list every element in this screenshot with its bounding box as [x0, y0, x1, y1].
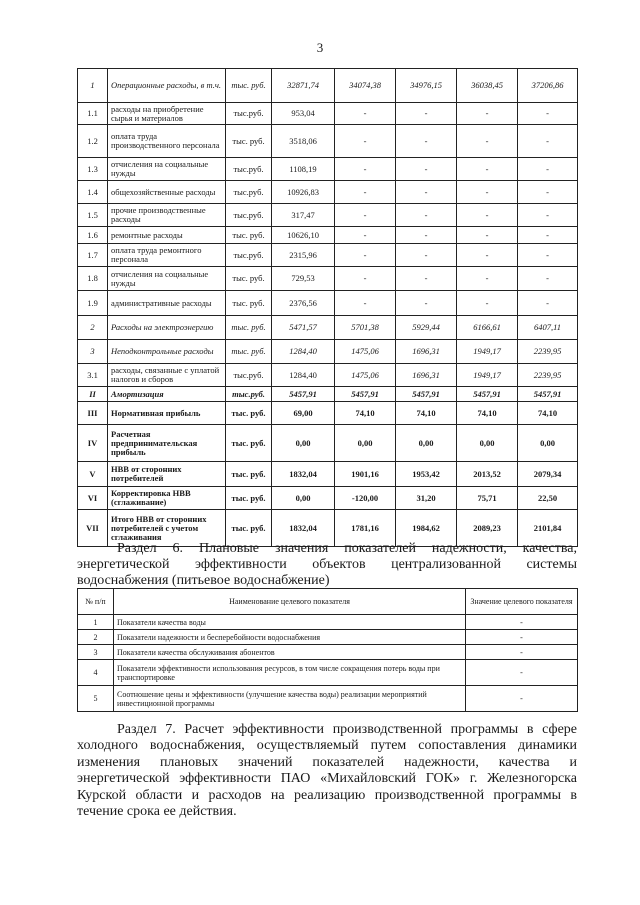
indicator-name: Показатели качества воды: [114, 615, 466, 630]
row-name: расходы на приобретение сырья и материалов: [108, 103, 226, 125]
value-4: 2013,52: [457, 462, 518, 487]
row-number: 1: [78, 69, 108, 103]
section-7-paragraph: [77, 722, 577, 820]
table-row: [78, 402, 578, 425]
table-row: [78, 125, 578, 158]
value-2: -: [335, 103, 396, 125]
row-number: III: [78, 402, 108, 425]
indicator-number: 1: [78, 615, 114, 630]
value-4: -: [457, 267, 518, 291]
indicator-value: -: [466, 645, 578, 660]
section-7-line: холодного водоснабжения, осуществляемый путем сопоставления динамики: [77, 738, 577, 754]
row-unit: тыс. руб.: [226, 510, 272, 547]
table-row: [78, 103, 578, 125]
value-4: 0,00: [457, 425, 518, 462]
row-name: Корректировка НВВ (сглаживание): [108, 487, 226, 510]
row-number: V: [78, 462, 108, 487]
value-4: -: [457, 204, 518, 227]
value-5: -: [518, 291, 578, 316]
value-1: 317,47: [272, 204, 335, 227]
row-unit: тыс.руб.: [226, 364, 272, 387]
value-3: -: [396, 244, 457, 267]
row-unit: тыс. руб.: [226, 291, 272, 316]
table-row: [78, 227, 578, 244]
value-1: 5457,91: [272, 387, 335, 402]
value-1: 0,00: [272, 425, 335, 462]
table-row: [78, 686, 578, 712]
row-number: VII: [78, 510, 108, 547]
row-number: 1.2: [78, 125, 108, 158]
row-name: оплата труда производственного персонала: [108, 125, 226, 158]
table-row: [78, 340, 578, 364]
row-unit: тыс.руб.: [226, 158, 272, 181]
table-row: [78, 487, 578, 510]
indicator-number: 2: [78, 630, 114, 645]
table-row: [78, 425, 578, 462]
indicator-name: Соотношение цены и эффективности (улучшение качества воды) реализации мероприятий инвестиционной программы: [114, 686, 466, 712]
value-2: 74,10: [335, 402, 396, 425]
page-number: 3: [316, 40, 324, 55]
row-name: отчисления на социальные нужды: [108, 267, 226, 291]
value-3: -: [396, 181, 457, 204]
value-1: 1108,19: [272, 158, 335, 181]
value-5: -: [518, 158, 578, 181]
row-unit: тыс. руб.: [226, 69, 272, 103]
value-4: -: [457, 158, 518, 181]
value-1: 5471,57: [272, 316, 335, 340]
value-1: 729,53: [272, 267, 335, 291]
table-row: [78, 462, 578, 487]
row-unit: тыс.руб.: [226, 204, 272, 227]
row-number: II: [78, 387, 108, 402]
value-5: -: [518, 244, 578, 267]
value-1: 1832,04: [272, 462, 335, 487]
row-number: 1.7: [78, 244, 108, 267]
indicator-number: 4: [78, 660, 114, 686]
row-unit: тыс. руб.: [226, 425, 272, 462]
row-name: ремонтные расходы: [108, 227, 226, 244]
indicator-name: Показатели надежности и бесперебойности водоснабжения: [114, 630, 466, 645]
value-3: 1984,62: [396, 510, 457, 547]
value-2: -: [335, 267, 396, 291]
section-7-line: изменения плановых значений показателей надежности, качества и: [77, 754, 577, 770]
value-3: -: [396, 125, 457, 158]
value-2: 1901,16: [335, 462, 396, 487]
value-1: 2376,56: [272, 291, 335, 316]
value-1: 10926,83: [272, 181, 335, 204]
section-7-line: Курской области и расходов на реализацию производственной программы в: [77, 787, 577, 803]
value-2: -: [335, 181, 396, 204]
value-4: 2089,23: [457, 510, 518, 547]
value-1: 0,00: [272, 487, 335, 510]
row-unit: тыс.руб.: [226, 181, 272, 204]
row-number: 1.5: [78, 204, 108, 227]
table-row: [78, 660, 578, 686]
row-name: Операционные расходы, в т.ч.: [108, 69, 226, 103]
row-unit: тыс. руб.: [226, 340, 272, 364]
table-row: [78, 69, 578, 103]
value-5: 37206,86: [518, 69, 578, 103]
row-unit: тыс. руб.: [226, 125, 272, 158]
value-5: -: [518, 204, 578, 227]
indicator-name: Показатели эффективности использования ресурсов, в том числе сокращения потерь воды при транспортировке: [114, 660, 466, 686]
value-2: -: [335, 204, 396, 227]
table-row: [78, 204, 578, 227]
value-5: 2079,34: [518, 462, 578, 487]
value-2: -120,00: [335, 487, 396, 510]
row-unit: тыс. руб.: [226, 402, 272, 425]
value-2: 34074,38: [335, 69, 396, 103]
row-name: расходы, связанные с уплатой налогов и сборов: [108, 364, 226, 387]
value-1: 69,00: [272, 402, 335, 425]
value-3: 1696,31: [396, 340, 457, 364]
expenses-table: [77, 68, 578, 547]
value-1: 1832,04: [272, 510, 335, 547]
value-5: -: [518, 181, 578, 204]
row-name: административные расходы: [108, 291, 226, 316]
value-3: 1953,42: [396, 462, 457, 487]
value-5: 5457,91: [518, 387, 578, 402]
value-4: 74,10: [457, 402, 518, 425]
row-unit: тыс.руб.: [226, 387, 272, 402]
section-7-line: энергетической эффективности ПАО «Михайловский ГОК» г. Железногорска: [77, 771, 577, 787]
indicator-value: -: [466, 660, 578, 686]
table-row: [78, 645, 578, 660]
indicator-value: -: [466, 615, 578, 630]
row-name: прочие производственные расходы: [108, 204, 226, 227]
row-number: VI: [78, 487, 108, 510]
value-3: 5929,44: [396, 316, 457, 340]
value-2: -: [335, 125, 396, 158]
value-5: -: [518, 125, 578, 158]
section-6-heading: [77, 541, 577, 589]
row-unit: тыс. руб.: [226, 267, 272, 291]
row-unit: тыс.руб.: [226, 244, 272, 267]
value-2: 0,00: [335, 425, 396, 462]
value-4: 5457,91: [457, 387, 518, 402]
header-name: Наименование целевого показателя: [114, 589, 466, 615]
row-name: НВВ от сторонних потребителей: [108, 462, 226, 487]
table-row: [78, 316, 578, 340]
table-row: [78, 267, 578, 291]
value-3: 0,00: [396, 425, 457, 462]
table-row: [78, 615, 578, 630]
indicator-value: -: [466, 686, 578, 712]
value-5: 2239,95: [518, 340, 578, 364]
value-5: 74,10: [518, 402, 578, 425]
value-2: -: [335, 244, 396, 267]
value-3: -: [396, 103, 457, 125]
indicator-number: 5: [78, 686, 114, 712]
indicator-value: -: [466, 630, 578, 645]
header-value: Значение целевого показателя: [466, 589, 578, 615]
value-4: 6166,61: [457, 316, 518, 340]
row-name: Нормативная прибыль: [108, 402, 226, 425]
value-4: -: [457, 103, 518, 125]
value-5: -: [518, 227, 578, 244]
value-2: 5701,38: [335, 316, 396, 340]
value-4: 75,71: [457, 487, 518, 510]
section-6-line-1: Раздел 6. Плановые значения показателей надежности, качества,: [117, 541, 577, 556]
value-2: -: [335, 291, 396, 316]
value-2: 1475,06: [335, 340, 396, 364]
row-name: Неподконтрольные расходы: [108, 340, 226, 364]
value-3: -: [396, 158, 457, 181]
indicator-name: Показатели качества обслуживания абонентов: [114, 645, 466, 660]
value-3: -: [396, 227, 457, 244]
row-number: 1.8: [78, 267, 108, 291]
row-name: Расходы на электроэнергию: [108, 316, 226, 340]
value-1: 3518,06: [272, 125, 335, 158]
row-number: 1.3: [78, 158, 108, 181]
value-4: -: [457, 181, 518, 204]
row-unit: тыс. руб.: [226, 316, 272, 340]
row-number: 1.4: [78, 181, 108, 204]
value-2: 1475,06: [335, 364, 396, 387]
value-4: 36038,45: [457, 69, 518, 103]
table-row: [78, 291, 578, 316]
value-3: 1696,31: [396, 364, 457, 387]
value-1: 2315,96: [272, 244, 335, 267]
indicator-number: 3: [78, 645, 114, 660]
value-5: -: [518, 103, 578, 125]
value-1: 1284,40: [272, 364, 335, 387]
row-unit: тыс. руб.: [226, 227, 272, 244]
table-row: [78, 364, 578, 387]
value-2: -: [335, 158, 396, 181]
value-2: -: [335, 227, 396, 244]
value-2: 1781,16: [335, 510, 396, 547]
section-6-line-2: энергетической эффективности объектов централизованной системы: [77, 557, 577, 572]
value-2: 5457,91: [335, 387, 396, 402]
value-3: 31,20: [396, 487, 457, 510]
table-row: [78, 158, 578, 181]
row-name: Амортизация: [108, 387, 226, 402]
value-4: -: [457, 125, 518, 158]
header-num: № п/п: [78, 589, 114, 615]
row-name: Расчетная предпринимательская прибыль: [108, 425, 226, 462]
value-4: 1949,17: [457, 364, 518, 387]
row-number: 2: [78, 316, 108, 340]
section-6-line-3: водоснабжения (питьевое водоснабжение): [77, 573, 330, 588]
value-5: 0,00: [518, 425, 578, 462]
section-7-line: Раздел 7. Расчет эффективности производственной программы в сфере: [117, 722, 577, 737]
row-name: отчисления на социальные нужды: [108, 158, 226, 181]
row-name: общехозяйственные расходы: [108, 181, 226, 204]
value-4: -: [457, 244, 518, 267]
value-3: -: [396, 291, 457, 316]
section-7-line: течение срока ее действия.: [77, 804, 237, 820]
value-5: 2239,95: [518, 364, 578, 387]
row-number: 1.9: [78, 291, 108, 316]
value-1: 953,04: [272, 103, 335, 125]
value-3: -: [396, 267, 457, 291]
value-3: 34976,15: [396, 69, 457, 103]
row-unit: тыс.руб.: [226, 103, 272, 125]
row-number: 3: [78, 340, 108, 364]
value-5: -: [518, 267, 578, 291]
table-row: [78, 181, 578, 204]
indicators-table: [77, 588, 578, 712]
value-1: 1284,40: [272, 340, 335, 364]
table-row: [78, 244, 578, 267]
value-1: 32871,74: [272, 69, 335, 103]
row-number: 1.1: [78, 103, 108, 125]
value-4: -: [457, 227, 518, 244]
row-unit: тыс. руб.: [226, 487, 272, 510]
row-unit: тыс. руб.: [226, 462, 272, 487]
value-5: 22,50: [518, 487, 578, 510]
value-3: 74,10: [396, 402, 457, 425]
row-name: оплата труда ремонтного персонала: [108, 244, 226, 267]
value-3: 5457,91: [396, 387, 457, 402]
row-number: 1.6: [78, 227, 108, 244]
value-5: 2101,84: [518, 510, 578, 547]
row-number: IV: [78, 425, 108, 462]
value-3: -: [396, 204, 457, 227]
value-4: -: [457, 291, 518, 316]
value-5: 6407,11: [518, 316, 578, 340]
value-1: 10626,10: [272, 227, 335, 244]
row-number: 3.1: [78, 364, 108, 387]
table-row: [78, 387, 578, 402]
table-row: [78, 630, 578, 645]
row-name: Итого НВВ от сторонних потребителей с учетом сглаживания: [108, 510, 226, 547]
value-4: 1949,17: [457, 340, 518, 364]
